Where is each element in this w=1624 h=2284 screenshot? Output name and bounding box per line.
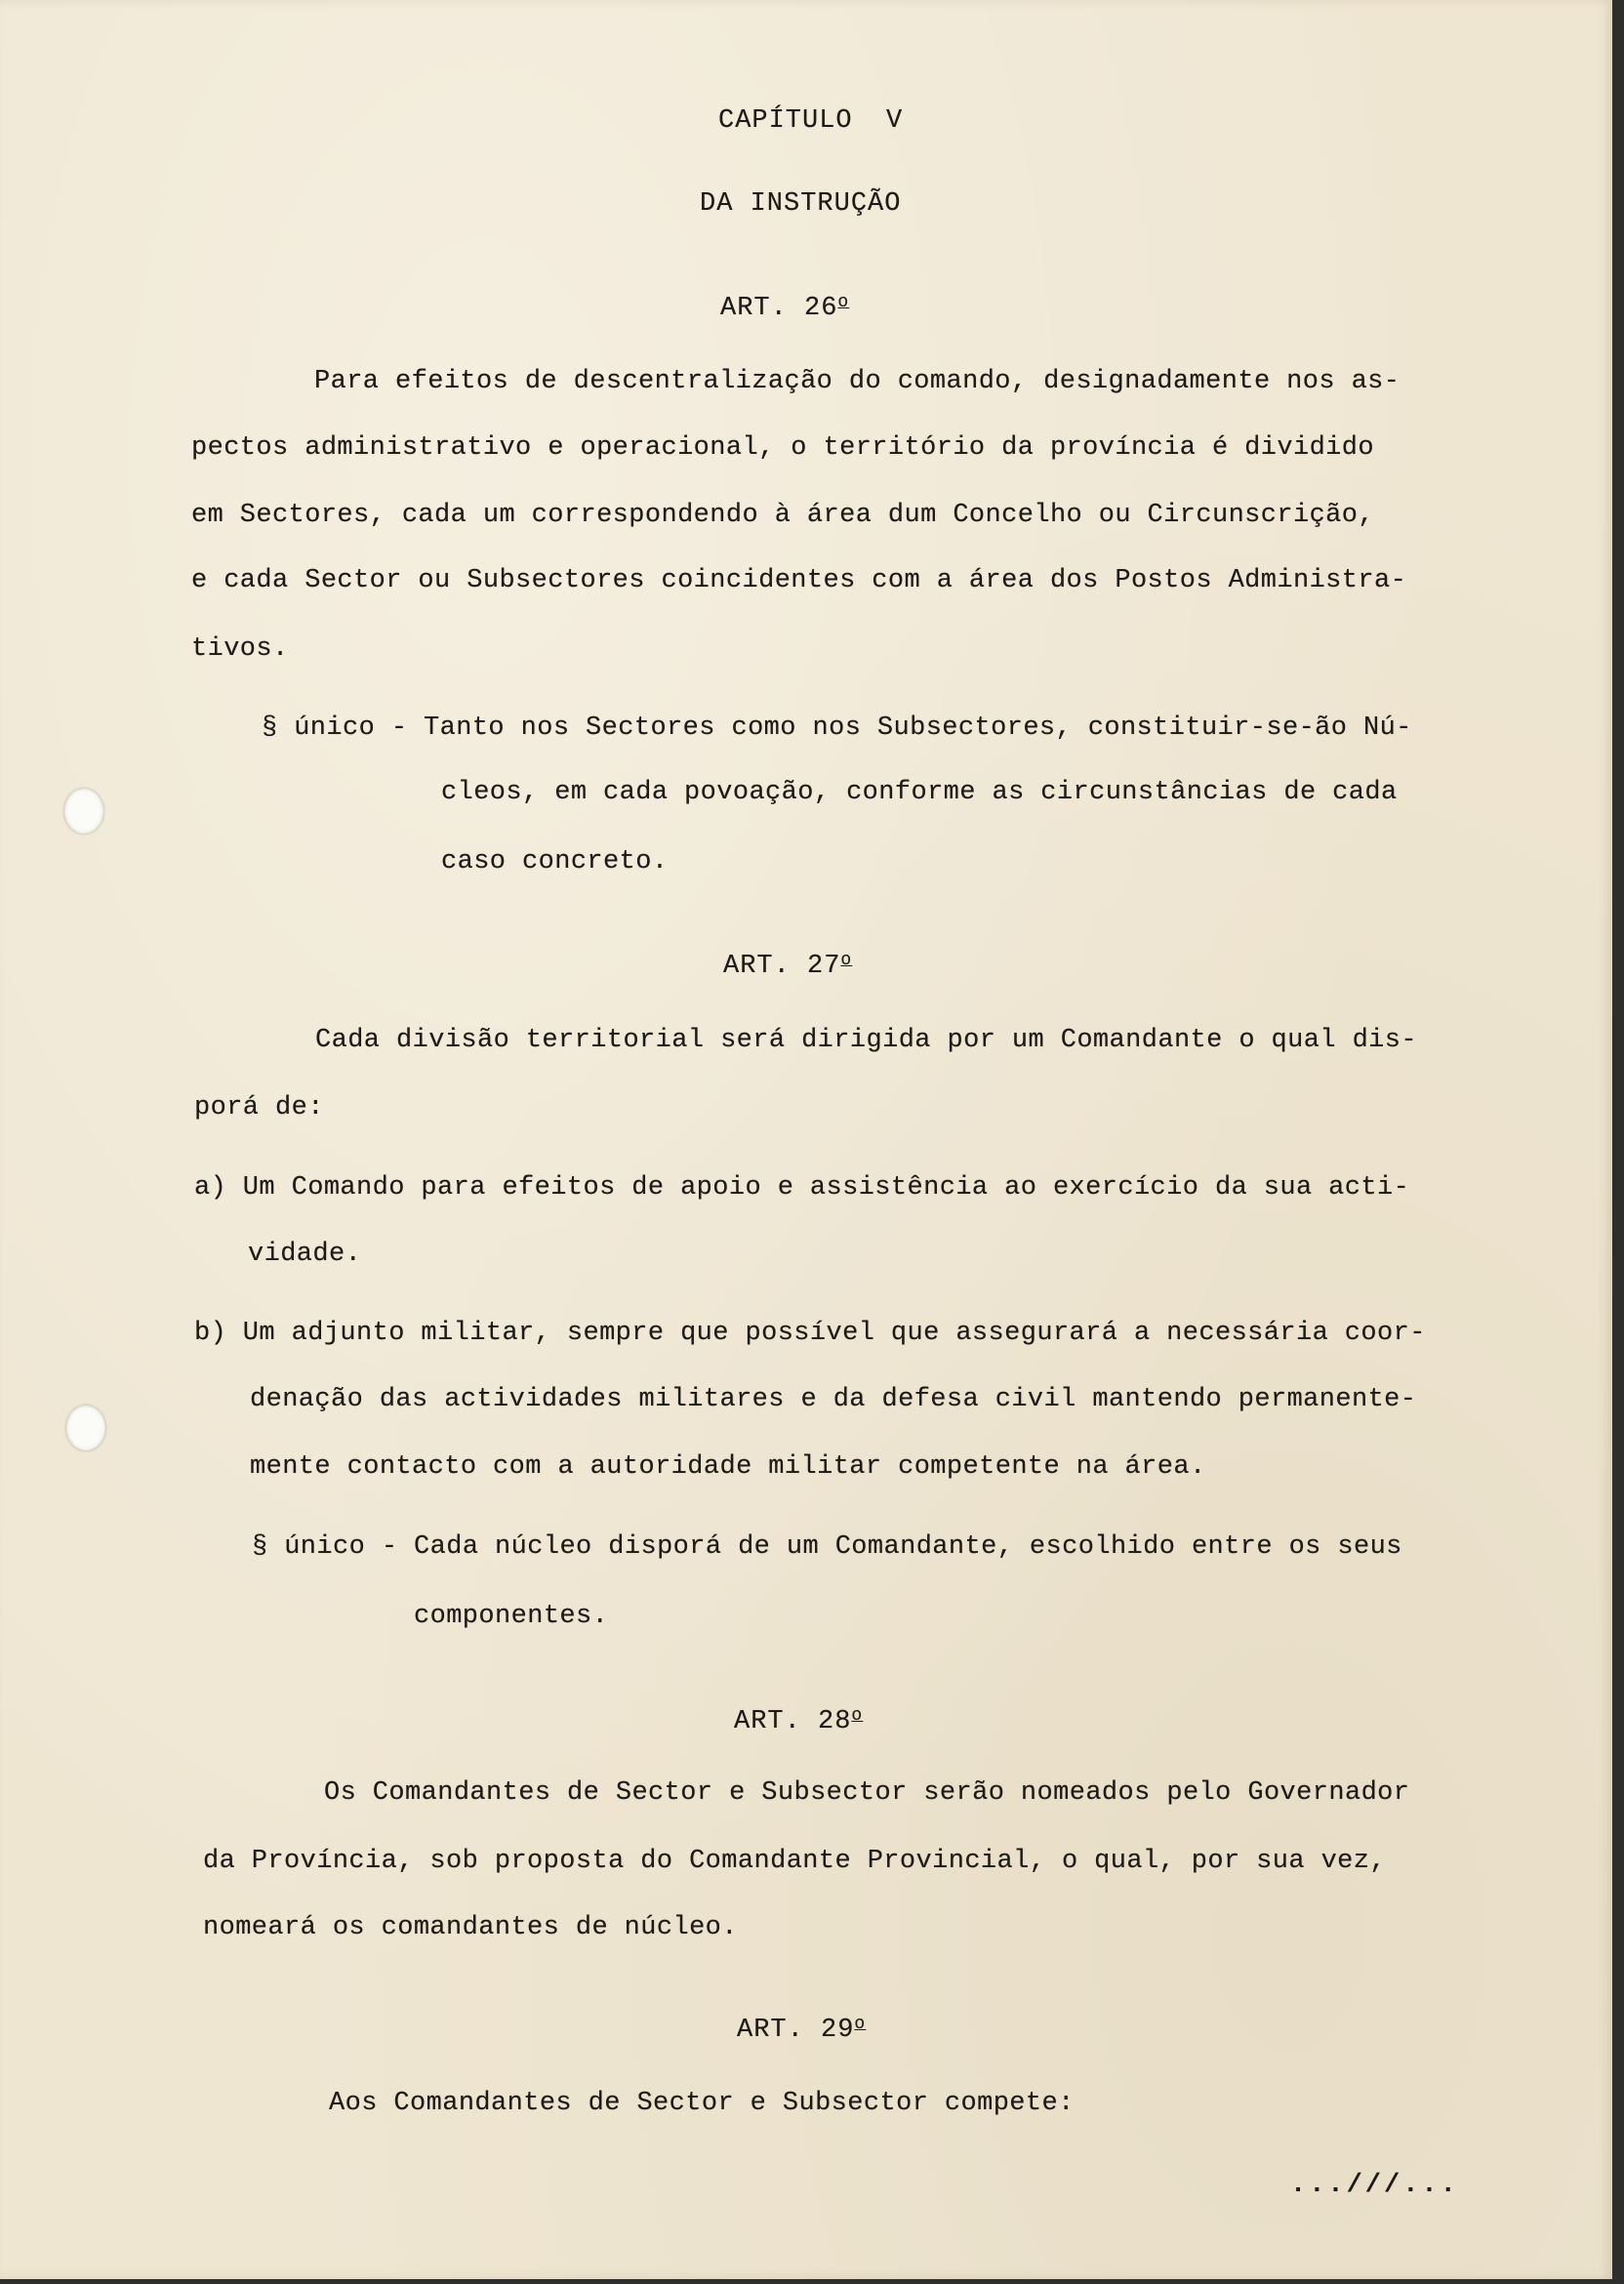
article-27-paragraph-line-2: componentes. [414, 1602, 609, 1631]
article-29-ordinal: o [854, 2015, 867, 2034]
article-27-paragraph-line-1: § único - Cada núcleo disporá de um Comandante, escolhido entre os seus [252, 1532, 1402, 1562]
article-29-heading-text: ART. 29 [737, 2016, 855, 2045]
article-28-heading-text: ART. 28 [734, 1707, 852, 1736]
article-26-paragraph-line-2: cleos, em cada povoação, conforme as circunstâncias de cada [441, 778, 1398, 807]
punch-hole-bottom [66, 1406, 105, 1450]
article-27-line-2: porá de: [194, 1093, 324, 1122]
article-27-line-1: Cada divisão territorial será dirigida por um Comandante o qual dis- [315, 1026, 1417, 1055]
article-27-item-b-line-2: denação das actividades militares e da defesa civil mantendo permanente- [250, 1385, 1417, 1414]
article-27-item-a-line-1: a) Um Comando para efeitos de apoio e assistência ao exercício da sua acti- [194, 1173, 1410, 1203]
article-28-line-2: da Província, sob proposta do Comandante Provincial, o qual, por sua vez, [203, 1847, 1386, 1876]
continuation-mark: ...///... [1290, 2171, 1459, 2200]
article-27-heading-text: ART. 27 [723, 952, 841, 981]
article-26-heading-text: ART. 26 [720, 294, 838, 323]
chapter-title: CAPÍTULO V [718, 106, 904, 136]
article-26-paragraph-line-3: caso concreto. [441, 847, 669, 877]
article-27-ordinal: o [840, 951, 853, 970]
article-26-line-2: pectos administrativo e operacional, o território da província é dividido [191, 433, 1374, 463]
article-26-ordinal: o [837, 293, 850, 312]
article-28-line-1: Os Comandantes de Sector e Subsector serão nomeados pelo Governador [324, 1778, 1410, 1808]
article-26-line-3: em Sectores, cada um correspondendo à área dum Concelho ou Circunscrição, [191, 501, 1374, 530]
article-27-item-b-line-1: b) Um adjunto militar, sempre que possível que assegurará a necessária coor- [194, 1319, 1426, 1348]
article-26-paragraph-line-1: § único - Tanto nos Sectores como nos Subsectores, constituir-se-ão Nú- [262, 714, 1412, 743]
article-26-line-4: e cada Sector ou Subsectores coincidentes com a área dos Postos Administra- [191, 566, 1407, 595]
article-26-line-5: tivos. [191, 634, 289, 664]
article-26-line-1: Para efeitos de descentralização do comando, designadamente nos as- [314, 367, 1401, 396]
article-28-ordinal: o [851, 1706, 864, 1726]
article-28-line-3: nomeará os comandantes de núcleo. [203, 1913, 738, 1942]
article-28-heading [734, 1699, 863, 1738]
article-29-line-1: Aos Comandantes de Sector e Subsector compete: [329, 2089, 1075, 2118]
article-27-heading [723, 944, 852, 983]
article-29-heading [737, 2008, 866, 2047]
chapter-subtitle: DA INSTRUÇÃO [700, 189, 902, 219]
article-26-heading [720, 286, 849, 325]
scanner-edge-bottom [0, 2279, 1624, 2284]
article-27-item-a-line-2: vidade. [248, 1240, 362, 1269]
punch-hole-top [64, 789, 103, 834]
article-27-item-b-line-3: mente contacto com a autoridade militar competente na área. [250, 1452, 1206, 1482]
scanner-edge-right [1612, 0, 1624, 2284]
